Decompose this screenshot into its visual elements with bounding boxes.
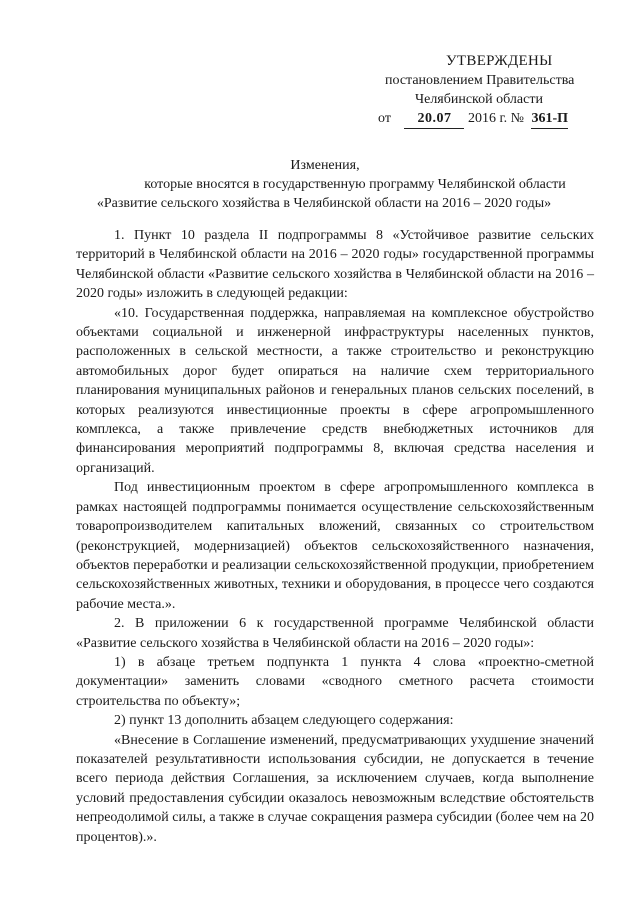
approval-line-1: постановлением Правительства xyxy=(385,73,575,88)
approval-date-row xyxy=(378,109,568,129)
heading-line-2: которые вносятся в государственную программу Челябинской области xyxy=(144,177,566,192)
heading-line-1: Изменения, xyxy=(290,158,360,173)
date-prefix: от xyxy=(378,111,391,126)
paragraph-2: «10. Государственная поддержка, направляемая на комплексное обустройство объектами социальной и инженерной инфраструктуры населенных пунктов, расположенных в сельской местности, а также строительство и реконструкцию автомобильных дорог будет опираться на наличие схем территориального планирования муниципальных районов и генеральных планов сельских поселений, в которых реализуются инвестиционные проекты в сфере агропромышленного комплекса, а также привлечение средств внебюджетных источников для финансирования мероприятий подпрограммы 8, включая средства населения и организаций. xyxy=(76,305,594,476)
approval-date: 20.07 xyxy=(404,109,464,129)
heading-line-3: «Развитие сельского хозяйства в Челябинской области на 2016 – 2020 годы» xyxy=(96,196,552,211)
paragraph-7: «Внесение в Соглашение изменений, предусматривающих ухудшение значений показателей результативности использования субсидии, не допускается в течение всего периода действия Соглашения, за исключением случаев, когда выполнение условий предоставления субсидии оказалось невозможным вследствие обстоятельств непреодолимой силы, а также в случае сокращения размера субсидии (более чем на 20 процентов).». xyxy=(76,732,594,845)
paragraph-1: 1. Пункт 10 раздела II подпрограммы 8 «Устойчивое развитие сельских территорий в Челябинской области на 2016 – 2020 годы» государственной программы Челябинской области «Развитие сельского хозяйства в Челябинской области на 2016 – 2020 годы» изложить в следующей редакции: xyxy=(76,228,594,302)
paragraph-6: 2) пункт 13 дополнить абзацем следующего содержания: xyxy=(114,713,454,729)
paragraph-4: 2. В приложении 6 к государственной программе Челябинской области «Развитие сельского хозяйства в Челябинской области на 2016 – 2020 годы»: xyxy=(76,616,594,651)
approval-line-2: Челябинской области xyxy=(415,92,543,107)
approval-number: 361-П xyxy=(531,109,568,129)
document-body xyxy=(76,226,594,847)
paragraph-5: 1) в абзаце третьем подпункта 1 пункта 4 слова «проектно-сметной документации» заменить словами «сводного сметного расчета стоимости строительства по объекту»; xyxy=(76,654,594,709)
date-suffix: 2016 г. № xyxy=(467,111,524,126)
document-heading xyxy=(0,156,640,213)
paragraph-3: Под инвестиционным проектом в сфере агропромышленного комплекса в рамках настоящей подпрограммы понимается осуществление сельскохозяйственным товаропроизводителем капитальных вложений, связанных со строительством (реконструкцией, модернизацией) объектов сельскохозяйственного назначения, объектов переработки и реализации сельскохозяйственной продукции, приобретением сельскохозяйственных животных, техники и оборудования, в процессе чего создаются рабочие места.». xyxy=(76,480,594,612)
approval-title: УТВЕРЖДЕНЫ xyxy=(446,53,553,69)
